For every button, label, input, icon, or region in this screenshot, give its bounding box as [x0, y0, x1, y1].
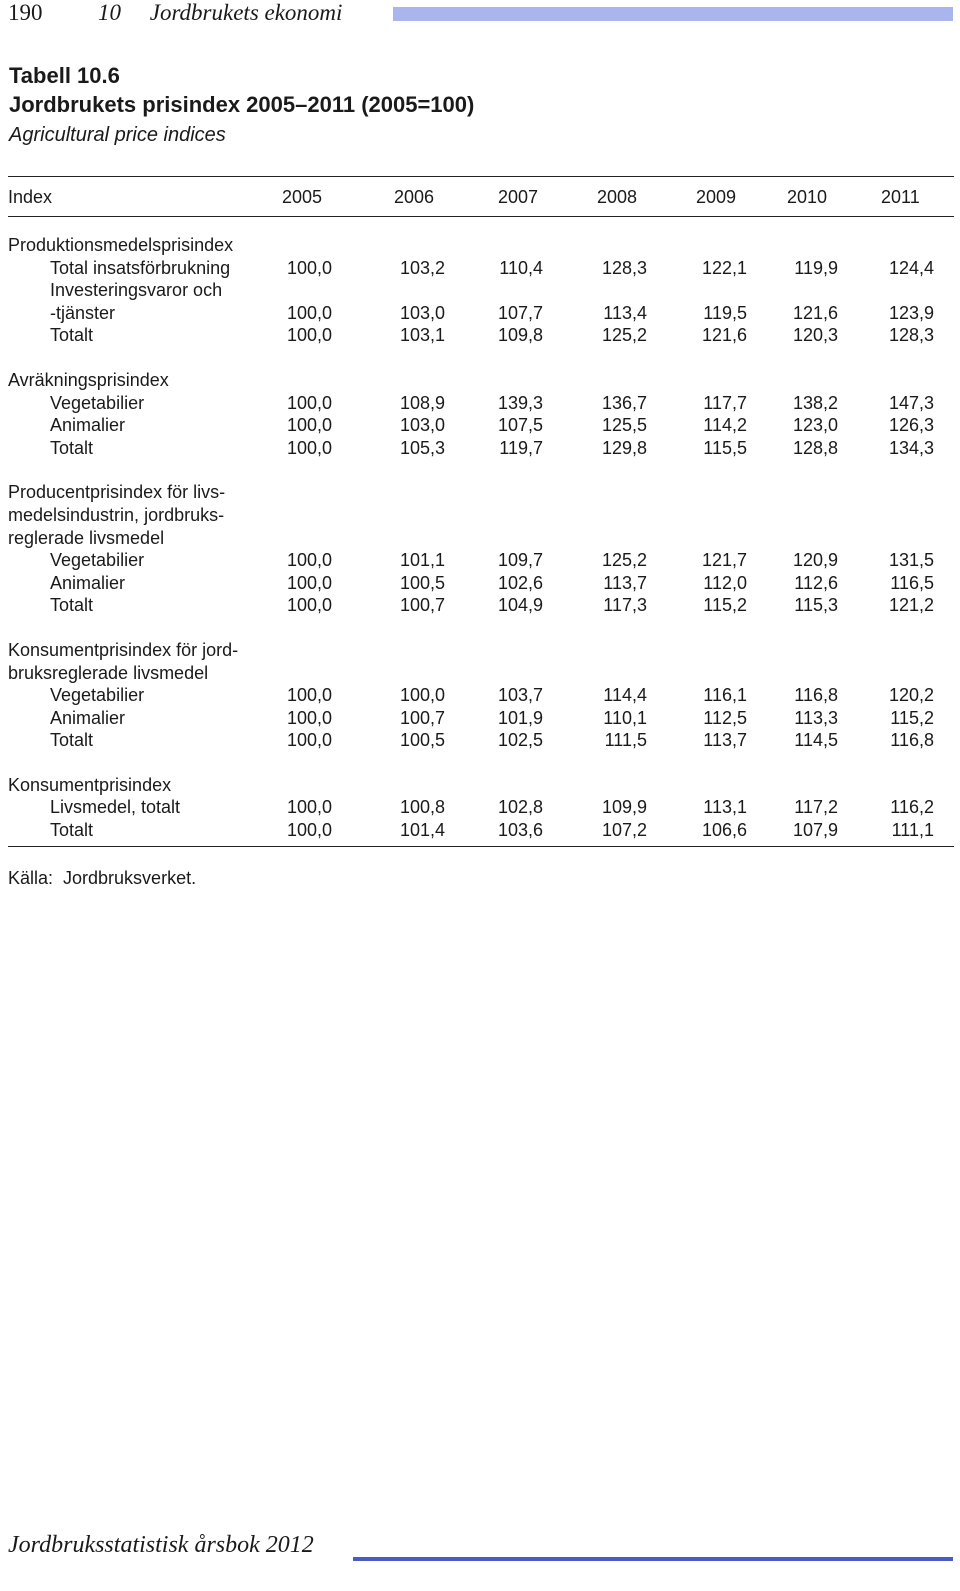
cell-value: 129,8	[601, 437, 647, 458]
cell-value: 100,5	[399, 730, 445, 751]
table-header-row	[8, 177, 954, 217]
cell-value: 103,0	[399, 302, 445, 323]
cell-value: 113,7	[703, 730, 747, 751]
cell-value: 100,0	[286, 550, 332, 571]
cell-value: 110,4	[499, 257, 543, 278]
cell-value: 121,6	[701, 325, 747, 346]
section-heading-row	[8, 481, 954, 504]
table-row	[8, 684, 954, 707]
cell-value: 128,3	[888, 325, 934, 346]
section-heading-row	[8, 774, 954, 797]
row-label: Vegetabilier	[50, 685, 145, 706]
row-label: Totalt	[50, 820, 94, 841]
cell-value: 113,4	[603, 302, 647, 323]
cell-value: 109,9	[601, 797, 647, 818]
row-label: Totalt	[50, 325, 94, 346]
table-row	[8, 549, 954, 572]
cell-value: 103,6	[497, 820, 543, 841]
cell-value: 115,2	[890, 707, 934, 728]
cell-value: 113,1	[703, 797, 747, 818]
table-row	[8, 729, 954, 752]
chapter-title: 10 Jordbrukets ekonomi	[98, 0, 343, 25]
section-spacer	[8, 347, 954, 369]
cell-value: 120,2	[888, 685, 934, 706]
cell-value: 113,3	[794, 707, 838, 728]
table-row	[8, 796, 954, 819]
section-heading: Konsumentprisindex	[8, 774, 172, 795]
cell-value: 100,0	[286, 415, 332, 436]
row-label: Livsmedel, totalt	[50, 797, 181, 818]
cell-value: 139,3	[497, 392, 543, 413]
table-titles	[9, 62, 474, 150]
table-row	[8, 707, 954, 730]
cell-value: 122,1	[701, 257, 747, 278]
cell-value: 120,9	[792, 550, 838, 571]
cell-value: 121,7	[701, 550, 747, 571]
row-label: Totalt	[50, 730, 94, 751]
table-row	[8, 437, 954, 460]
cell-value: 134,3	[888, 437, 934, 458]
footer-text: Jordbruksstatistisk årsbok 2012	[8, 1532, 314, 1558]
cell-value: 116,8	[794, 685, 838, 706]
cell-value: 147,3	[888, 392, 934, 413]
row-label: Totalt	[50, 437, 94, 458]
cell-value: 101,4	[399, 820, 445, 841]
price-index-table	[8, 177, 954, 842]
table-row	[8, 279, 954, 302]
row-label: Vegetabilier	[50, 550, 145, 571]
table-source: Källa: Jordbruksverket.	[8, 868, 197, 888]
cell-value: 128,3	[601, 257, 647, 278]
table-row	[8, 572, 954, 595]
cell-value: 120,3	[792, 325, 838, 346]
cell-value: 100,7	[399, 595, 445, 616]
cell-value: 125,2	[601, 325, 647, 346]
column-header: Index	[8, 187, 53, 207]
column-header: 2010	[787, 187, 828, 207]
cell-value: 114,4	[603, 685, 647, 706]
cell-value: 100,8	[399, 797, 445, 818]
table-row	[8, 257, 954, 280]
section-heading-row	[8, 527, 954, 550]
row-label: Totalt	[50, 595, 94, 616]
cell-value: 111,1	[891, 820, 934, 841]
cell-value: 104,9	[497, 595, 543, 616]
section-heading: Avräkningsprisindex	[8, 369, 169, 390]
cell-value: 100,0	[286, 685, 332, 706]
bottom-rule	[8, 846, 954, 847]
cell-value: 100,0	[399, 685, 445, 706]
cell-value: 103,2	[399, 257, 445, 278]
cell-value: 112,6	[794, 572, 838, 593]
cell-value: 100,0	[286, 595, 332, 616]
column-header: 2009	[696, 187, 737, 207]
cell-value: 110,1	[603, 707, 647, 728]
row-label: Animalier	[50, 707, 126, 728]
section-heading: medelsindustrin, jordbruks-	[8, 504, 225, 525]
cell-value: 109,8	[497, 325, 543, 346]
cell-value: 112,5	[703, 707, 747, 728]
cell-value: 101,9	[497, 707, 543, 728]
cell-value: 114,5	[794, 730, 838, 751]
cell-value: 100,5	[399, 572, 445, 593]
cell-value: 108,9	[399, 392, 445, 413]
cell-value: 124,4	[888, 257, 934, 278]
row-label: Total insatsförbrukning	[50, 257, 231, 278]
section-heading-row	[8, 369, 954, 392]
cell-value: 115,5	[703, 437, 747, 458]
cell-value: 101,1	[399, 550, 445, 571]
cell-value: 102,6	[497, 572, 543, 593]
cell-value: 114,2	[703, 415, 747, 436]
row-label: Vegetabilier	[50, 392, 145, 413]
cell-value: 116,8	[890, 730, 934, 751]
cell-value: 102,8	[497, 797, 543, 818]
cell-value: 115,2	[703, 595, 747, 616]
page-footer	[8, 1532, 952, 1572]
cell-value: 117,3	[603, 595, 647, 616]
table-label: Tabell 10.6	[9, 63, 120, 88]
header-bar	[393, 7, 953, 21]
cell-value: 102,5	[497, 730, 543, 751]
cell-value: 125,5	[601, 415, 647, 436]
cell-value: 100,0	[286, 325, 332, 346]
row-label: Animalier	[50, 572, 126, 593]
cell-value: 116,5	[890, 572, 934, 593]
cell-value: 100,0	[286, 797, 332, 818]
cell-value: 107,5	[497, 415, 543, 436]
footer-bar	[353, 1557, 953, 1561]
column-header: 2008	[597, 187, 638, 207]
table-row	[8, 392, 954, 415]
cell-value: 126,3	[888, 415, 934, 436]
cell-value: 103,0	[399, 415, 445, 436]
cell-value: 136,7	[601, 392, 647, 413]
table-row	[8, 302, 954, 325]
column-header: 2005	[282, 187, 323, 207]
section-spacer	[8, 617, 954, 639]
table-row	[8, 594, 954, 617]
cell-value: 100,0	[286, 572, 332, 593]
section-spacer	[8, 752, 954, 774]
cell-value: 100,0	[286, 820, 332, 841]
cell-value: 100,0	[286, 392, 332, 413]
section-heading: Produktionsmedelsprisindex	[8, 235, 234, 255]
cell-value: 106,6	[701, 820, 747, 841]
cell-value: 100,0	[286, 730, 332, 751]
section-heading: bruksreglerade livsmedel	[8, 662, 209, 683]
cell-value: 100,0	[286, 302, 332, 323]
table-row	[8, 819, 954, 842]
cell-value: 107,2	[601, 820, 647, 841]
cell-value: 107,9	[792, 820, 838, 841]
cell-value: 115,3	[794, 595, 838, 616]
cell-value: 121,6	[792, 302, 838, 323]
column-header: 2006	[394, 187, 435, 207]
cell-value: 121,2	[888, 595, 934, 616]
cell-value: 117,2	[794, 797, 838, 818]
cell-value: 119,9	[794, 257, 838, 278]
cell-value: 103,1	[399, 325, 445, 346]
row-label: Investeringsvaror och	[50, 280, 223, 301]
cell-value: 119,7	[499, 437, 543, 458]
cell-value: 131,5	[888, 550, 934, 571]
table-title: Jordbrukets prisindex 2005–2011 (2005=100)	[9, 92, 475, 117]
cell-value: 119,5	[703, 302, 747, 323]
page-header	[8, 0, 952, 30]
cell-value: 100,0	[286, 437, 332, 458]
cell-value: 116,2	[890, 797, 934, 818]
cell-value: 112,0	[703, 572, 747, 593]
section-heading-row	[8, 234, 954, 257]
page-number: 190	[8, 0, 43, 25]
cell-value: 100,0	[286, 707, 332, 728]
cell-value: 138,2	[792, 392, 838, 413]
section-heading-row	[8, 639, 954, 662]
cell-value: 100,7	[399, 707, 445, 728]
section-heading-row	[8, 662, 954, 685]
cell-value: 103,7	[497, 685, 543, 706]
table-row	[8, 414, 954, 437]
cell-value: 113,7	[603, 572, 647, 593]
column-header: 2007	[498, 187, 539, 207]
cell-value: 105,3	[399, 437, 445, 458]
section-heading: Konsumentprisindex för jord-	[8, 639, 239, 660]
table-body	[8, 217, 954, 842]
row-label: -tjänster	[50, 302, 116, 323]
section-heading: Producentprisindex för livs-	[8, 482, 226, 503]
column-header: 2011	[881, 187, 920, 207]
cell-value: 117,7	[703, 392, 747, 413]
cell-value: 116,1	[703, 685, 747, 706]
section-spacer	[8, 459, 954, 481]
section-heading-row	[8, 504, 954, 527]
section-heading: reglerade livsmedel	[8, 527, 165, 548]
cell-value: 107,7	[497, 302, 543, 323]
cell-value: 123,9	[888, 302, 934, 323]
cell-value: 125,2	[601, 550, 647, 571]
cell-value: 128,8	[792, 437, 838, 458]
table-row	[8, 324, 954, 347]
cell-value: 111,5	[604, 730, 647, 751]
row-label: Animalier	[50, 415, 126, 436]
cell-value: 109,7	[497, 550, 543, 571]
cell-value: 100,0	[286, 257, 332, 278]
table-subtitle: Agricultural price indices	[9, 124, 226, 146]
cell-value: 123,0	[792, 415, 838, 436]
